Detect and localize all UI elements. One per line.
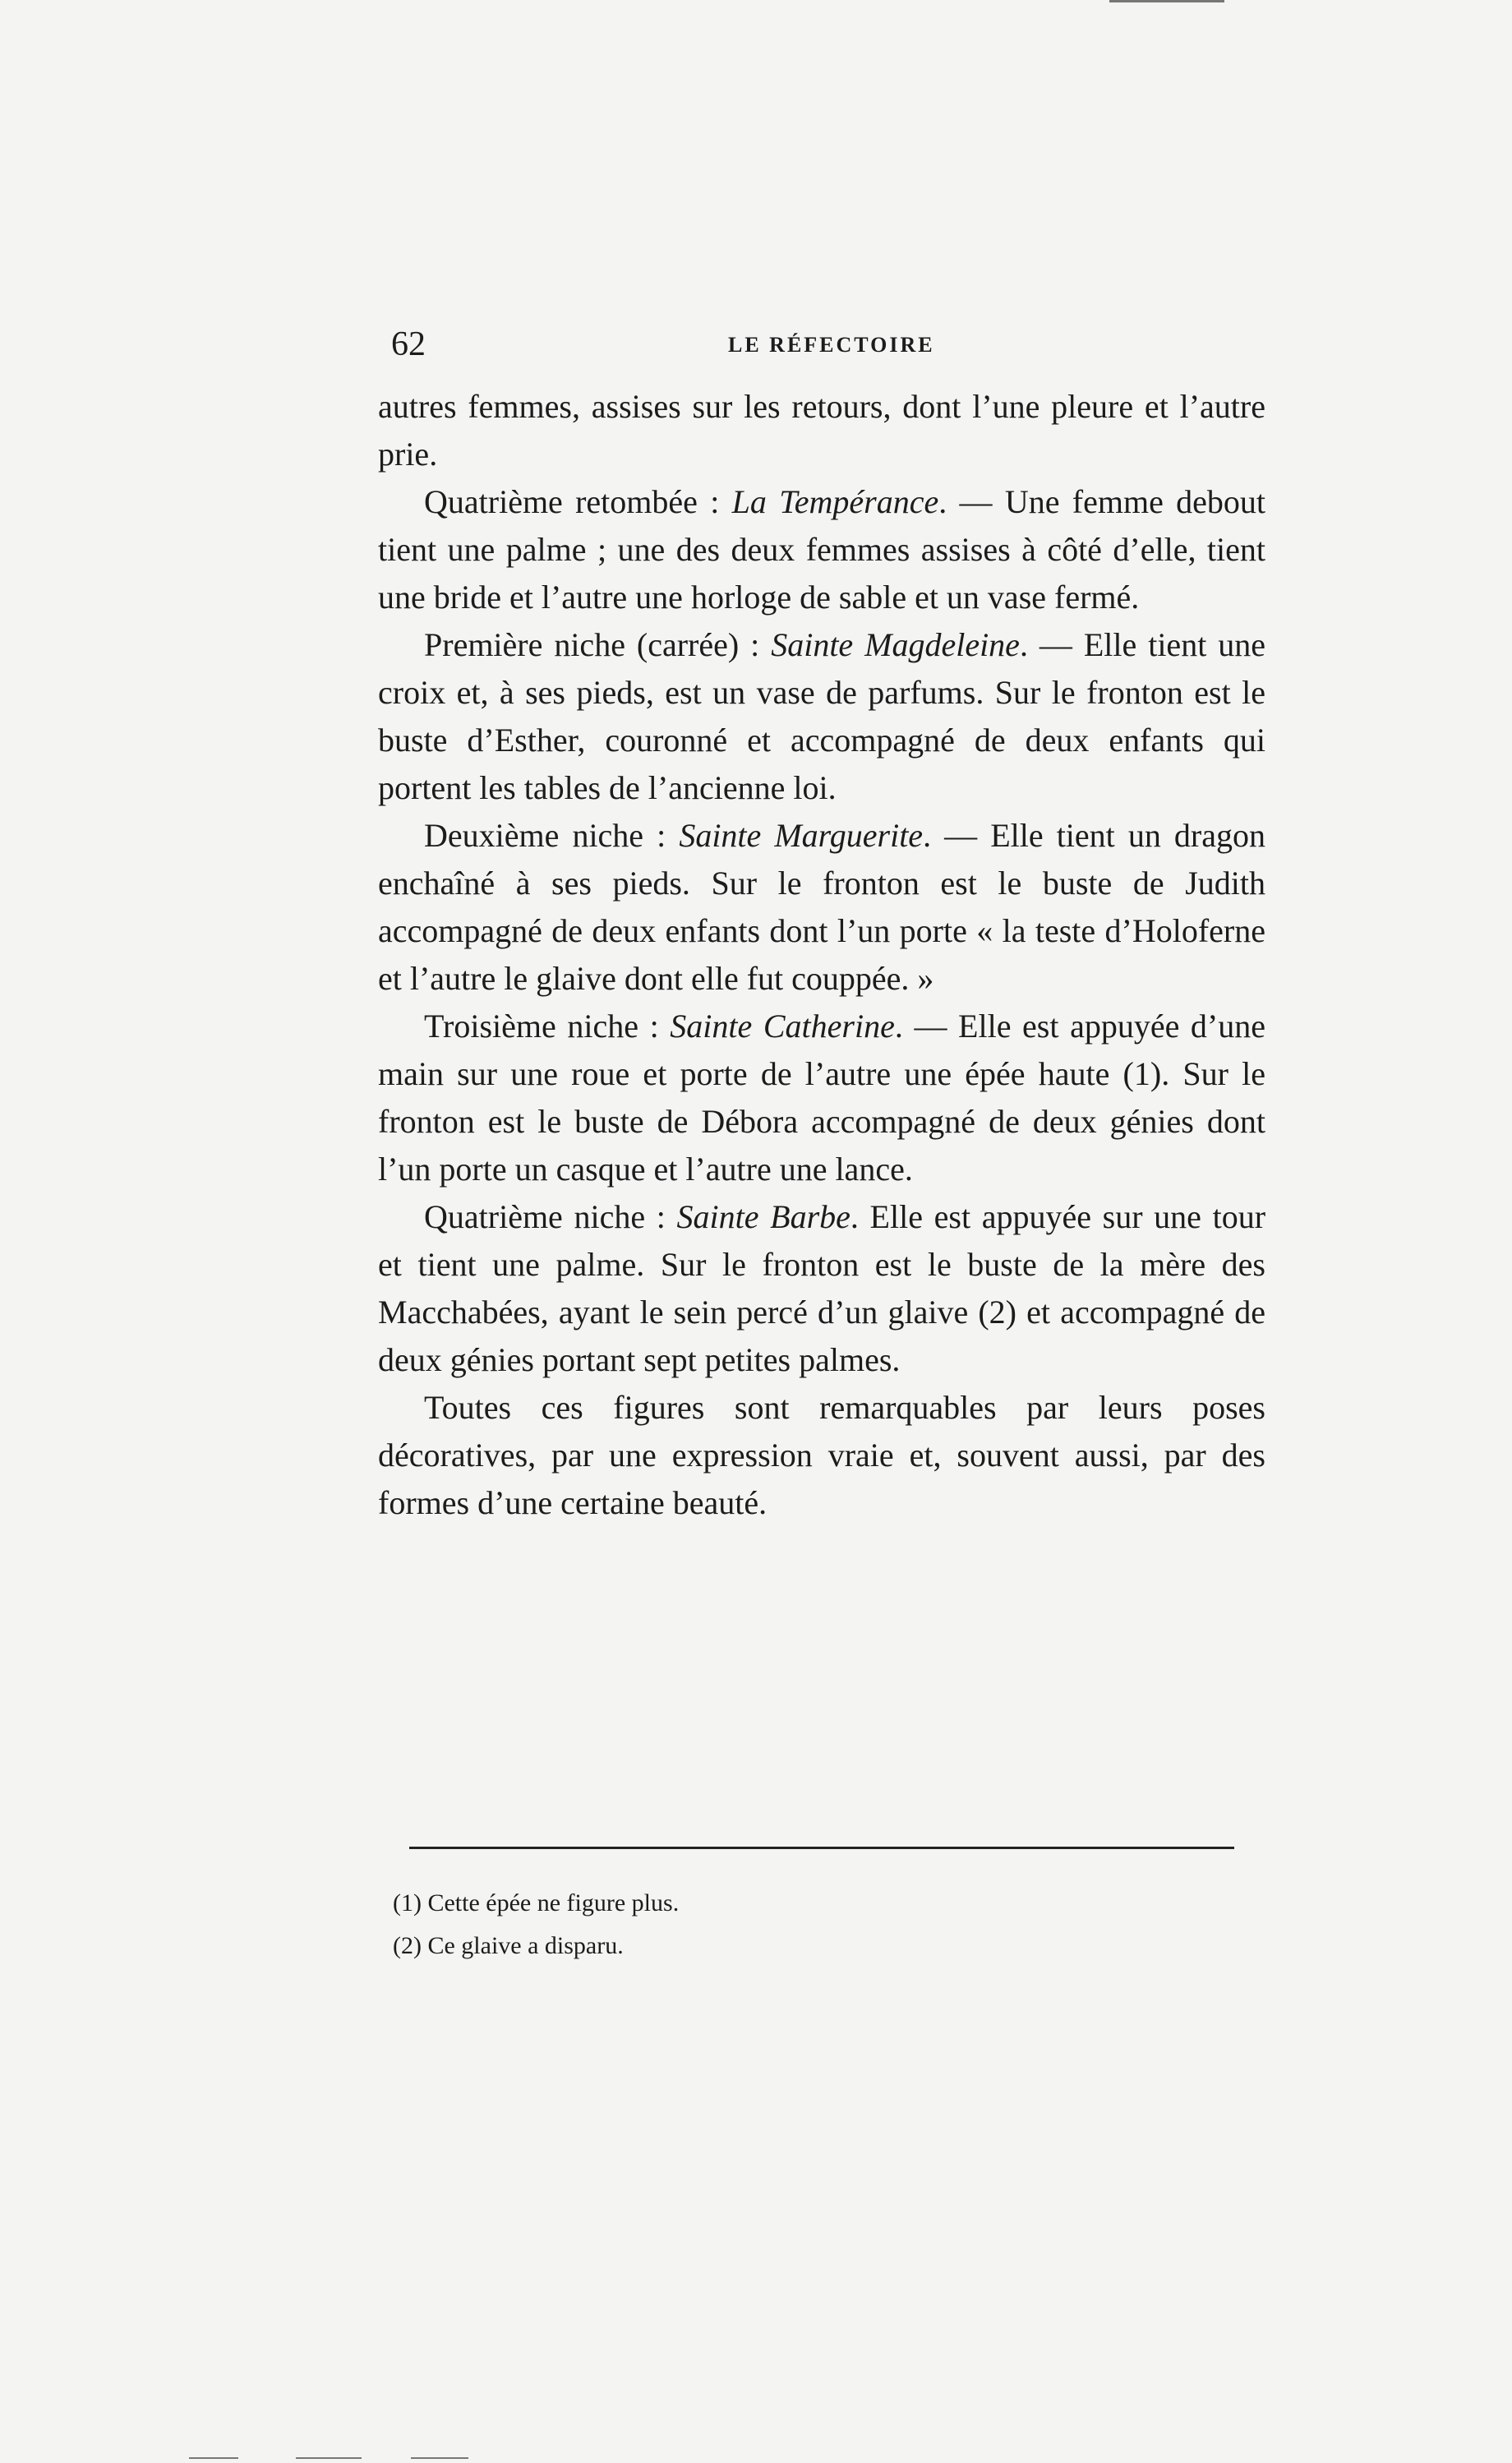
paragraph-4-lead: Deuxième niche : — [424, 817, 680, 854]
paragraph-2 — [378, 478, 1265, 621]
footnote-2: (2) Ce glaive a disparu. — [393, 1932, 624, 1959]
scan-mark-bottom-3 — [411, 2457, 468, 2459]
paragraph-5-title: Sainte Catherine — [670, 1008, 895, 1045]
paragraph-5-rest: . — Elle est appuyée d’une main sur une roue et porte de l’autre une épée haute (1). Sur le fronton est le buste de Débora accompagné de deux génies dont l’un porte un casque et l’autre une lance. — [378, 1008, 1265, 1188]
footnote-rule — [409, 1847, 1234, 1849]
paragraph-3 — [378, 621, 1265, 812]
scan-mark-bottom-2 — [296, 2457, 362, 2459]
footnote-1: (1) Cette épée ne figure plus. — [393, 1889, 680, 1916]
paragraph-3-rest: . — Elle tient une croix et, à ses pieds, est un vase de parfums. Sur le fronton est le buste d’Esther, couronné et accompagné de deux enfants qui portent les tables de l’ancienne loi. — [378, 626, 1266, 806]
paragraph-2-title: La Tempérance — [731, 483, 939, 520]
paragraph-5-lead: Troisième niche : — [424, 1008, 671, 1045]
scan-mark-bottom-1 — [189, 2457, 238, 2459]
paragraph-6-rest: . Elle est appuyée sur une tour et tient une palme. Sur le fronton est le buste de la mère des Macchabées, ayant le sein percé d’un glaive (2) et accompagné de deux génies portant sept petites palmes. — [378, 1198, 1266, 1378]
paragraph-6-title: Sainte Barbe — [676, 1198, 850, 1235]
paragraph-4-title: Sainte Marguerite — [679, 817, 924, 854]
footnotes — [393, 1882, 1215, 1967]
paragraph-2-rest: . — Une femme debout tient une palme ; une des deux femmes assises à côté d’elle, tient une bride et l’autre une horloge de sable et un vase fermé. — [378, 483, 1265, 616]
paragraph-6-lead: Quatrième niche : — [424, 1198, 677, 1235]
paragraph-7: Toutes ces figures sont remarquables par leurs poses décoratives, par une expression vraie et, souvent aussi, par des formes d’une certaine beauté. — [378, 1389, 1265, 1521]
page-number: 62 — [391, 325, 426, 363]
paragraph-5 — [378, 1003, 1265, 1193]
scan-mark-top — [1109, 0, 1224, 2]
paragraph-3-title: Sainte Magdeleine — [771, 626, 1020, 663]
page-header — [391, 325, 1279, 374]
paragraph-4-rest: . — Elle tient un dragon enchaîné à ses pieds. Sur le fronton est le buste de Judith accompagné de deux enfants dont l’un porte « la teste d’Holoferne et l’autre le glaive dont elle fut couppée. » — [378, 817, 1265, 997]
paragraph-2-lead: Quatrième retombée : — [424, 483, 732, 520]
paragraph-3-lead: Première niche (carrée) : — [424, 626, 772, 663]
body-text — [378, 383, 1265, 1527]
paragraph-6 — [378, 1193, 1265, 1384]
paragraph-4 — [378, 812, 1265, 1003]
paragraph-1: autres femmes, assises sur les retours, dont l’une pleure et l’autre prie. — [378, 388, 1265, 473]
running-title: LE RÉFECTOIRE — [728, 333, 935, 357]
